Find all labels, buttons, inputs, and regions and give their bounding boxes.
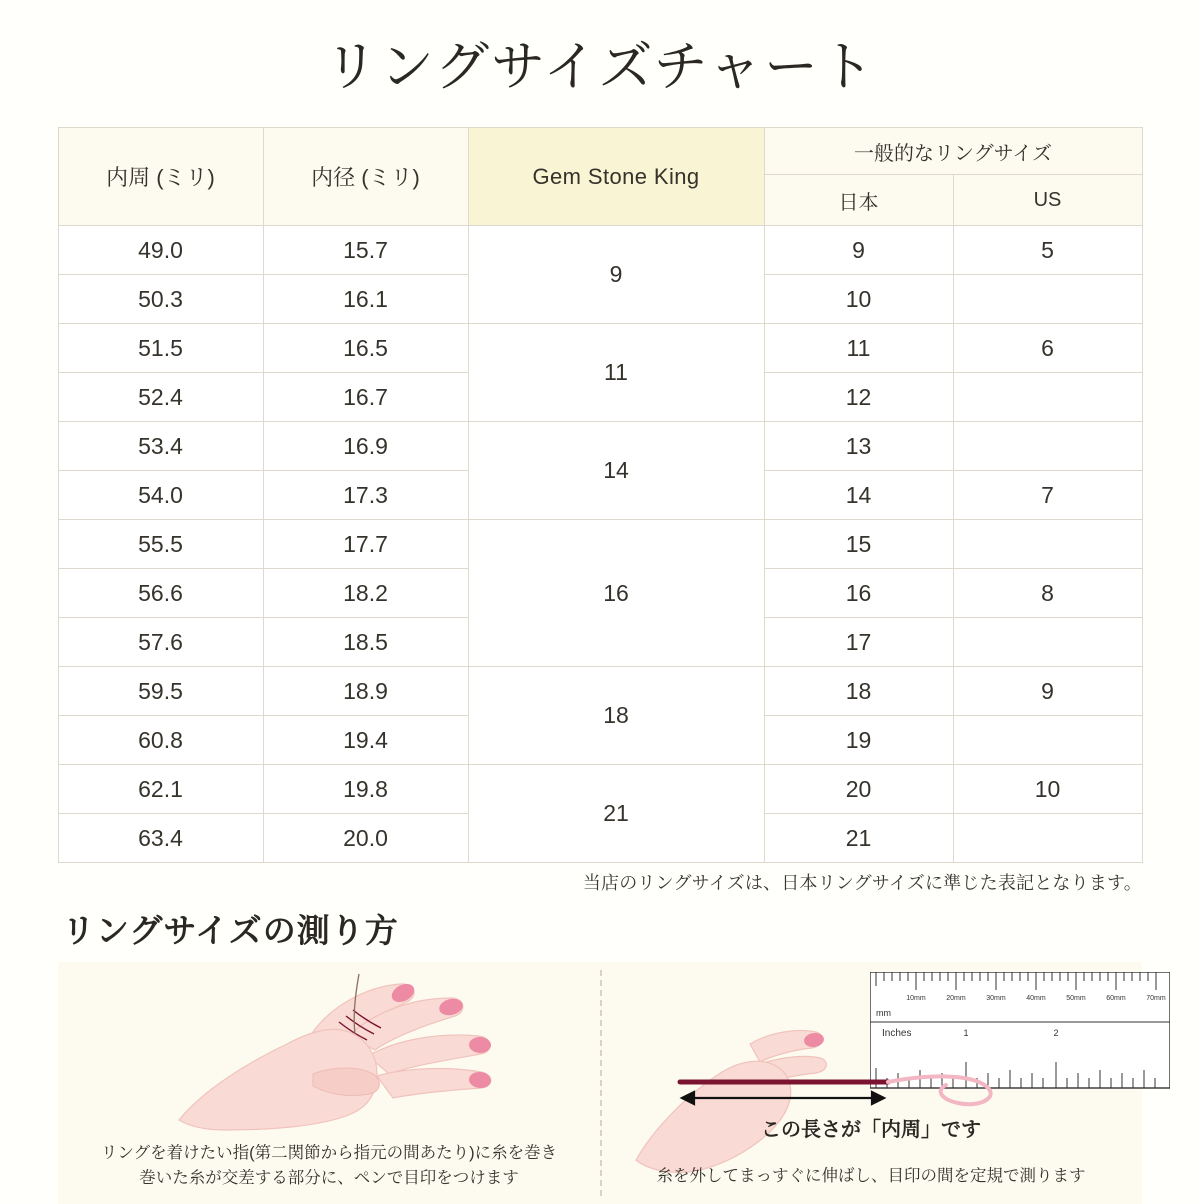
cell-japan-size: 17	[764, 618, 953, 667]
cell-diameter: 15.7	[263, 226, 468, 275]
cell-circumference: 57.6	[58, 618, 263, 667]
ruler-mm-tick: 30mm	[986, 995, 1006, 1002]
table-row	[58, 422, 1142, 471]
hand-with-thread-illustration	[163, 970, 583, 1135]
cell-diameter: 18.9	[263, 667, 468, 716]
table-row	[58, 765, 1142, 814]
cell-japan-size: 14	[764, 471, 953, 520]
cell-japan-size: 10	[764, 275, 953, 324]
ruler-mm-tick: 60mm	[1106, 995, 1126, 1002]
cell-diameter: 16.9	[263, 422, 468, 471]
cell-japan-size: 11	[764, 324, 953, 373]
header-us: US	[953, 175, 1142, 226]
table-row	[58, 520, 1142, 569]
cell-circumference: 52.4	[58, 373, 263, 422]
table-header-row	[58, 128, 1142, 175]
cell-brand-size: 16	[468, 520, 764, 667]
ruler-mm-label: mm	[876, 1008, 891, 1018]
ring-size-table	[58, 127, 1143, 863]
cell-diameter: 16.5	[263, 324, 468, 373]
cell-diameter: 18.2	[263, 569, 468, 618]
cell-circumference: 50.3	[58, 275, 263, 324]
cell-circumference: 53.4	[58, 422, 263, 471]
cell-circumference: 55.5	[58, 520, 263, 569]
cell-us-size	[953, 275, 1142, 324]
cell-japan-size: 21	[764, 814, 953, 863]
cell-diameter: 16.7	[263, 373, 468, 422]
cell-brand-size: 14	[468, 422, 764, 520]
cell-circumference: 62.1	[58, 765, 263, 814]
howto-step-1	[58, 962, 600, 1204]
ruler-inch-tick: 1	[963, 1028, 969, 1038]
step2-emphasis: この長さが「内周」です	[761, 1119, 981, 1141]
header-common-sizes: 一般的なリングサイズ	[764, 128, 1142, 175]
howto-panels	[58, 962, 1166, 1204]
table-note: 当店のリングサイズは、日本リングサイズに準じた表記となります。	[582, 873, 1142, 893]
cell-brand-size: 11	[468, 324, 764, 422]
cell-japan-size: 18	[764, 667, 953, 716]
table-body	[58, 226, 1142, 863]
cell-us-size: 10	[953, 765, 1142, 814]
header-inner-circumference: 内周 (ミリ)	[58, 128, 263, 226]
page-title: リングサイズチャート	[324, 37, 876, 97]
cell-circumference: 59.5	[58, 667, 263, 716]
cell-us-size	[953, 814, 1142, 863]
howto-step-2	[600, 962, 1166, 1204]
cell-brand-size: 9	[468, 226, 764, 324]
ruler-mm-tick: 10mm	[906, 995, 926, 1002]
cell-us-size: 8	[953, 569, 1142, 618]
cell-us-size	[953, 373, 1142, 422]
cell-circumference: 63.4	[58, 814, 263, 863]
cell-japan-size: 16	[764, 569, 953, 618]
cell-circumference: 60.8	[58, 716, 263, 765]
ruler-inch-tick: 2	[1053, 1028, 1059, 1038]
cell-japan-size: 19	[764, 716, 953, 765]
ruler-mm-tick: 40mm	[1026, 995, 1046, 1002]
cell-us-size	[953, 520, 1142, 569]
header-inner-diameter: 内径 (ミリ)	[263, 128, 468, 226]
cell-us-size: 5	[953, 226, 1142, 275]
cell-circumference: 49.0	[58, 226, 263, 275]
step1-caption-line1: リングを着けたい指(第二関節から指元の間あたり)に糸を巻き	[100, 1143, 558, 1162]
cell-japan-size: 13	[764, 422, 953, 471]
table-row	[58, 226, 1142, 275]
cell-diameter: 19.4	[263, 716, 468, 765]
ruler-mm-tick: 20mm	[946, 995, 966, 1002]
cell-diameter: 17.3	[263, 471, 468, 520]
cell-us-size: 7	[953, 471, 1142, 520]
table-row	[58, 667, 1142, 716]
ruler-mm-tick: 50mm	[1066, 995, 1086, 1002]
ruler-mm-tick: 70mm	[1146, 995, 1166, 1002]
cell-japan-size: 12	[764, 373, 953, 422]
ruler-inches-label: Inches	[882, 1028, 912, 1039]
cell-brand-size: 18	[468, 667, 764, 765]
cell-diameter: 16.1	[263, 275, 468, 324]
howto-heading: リングサイズの測り方	[62, 912, 399, 949]
cell-us-size	[953, 618, 1142, 667]
cell-circumference: 51.5	[58, 324, 263, 373]
cell-us-size: 9	[953, 667, 1142, 716]
cell-brand-size: 21	[468, 765, 764, 863]
step1-caption	[58, 1141, 600, 1192]
step1-caption-line2: 巻いた糸が交差する部分に、ペンで目印をつけます	[139, 1169, 519, 1188]
header-japan: 日本	[764, 175, 953, 226]
cell-us-size	[953, 422, 1142, 471]
table-row	[58, 324, 1142, 373]
cell-circumference: 56.6	[58, 569, 263, 618]
cell-us-size	[953, 716, 1142, 765]
cell-diameter: 20.0	[263, 814, 468, 863]
cell-us-size: 6	[953, 324, 1142, 373]
step2-caption: 糸を外してまっすぐに伸ばし、目印の間を定規で測ります	[656, 1167, 1086, 1186]
cell-japan-size: 20	[764, 765, 953, 814]
cell-japan-size: 15	[764, 520, 953, 569]
header-brand: Gem Stone King	[468, 128, 764, 226]
cell-diameter: 19.8	[263, 765, 468, 814]
cell-japan-size: 9	[764, 226, 953, 275]
cell-circumference: 54.0	[58, 471, 263, 520]
cell-diameter: 17.7	[263, 520, 468, 569]
cell-diameter: 18.5	[263, 618, 468, 667]
